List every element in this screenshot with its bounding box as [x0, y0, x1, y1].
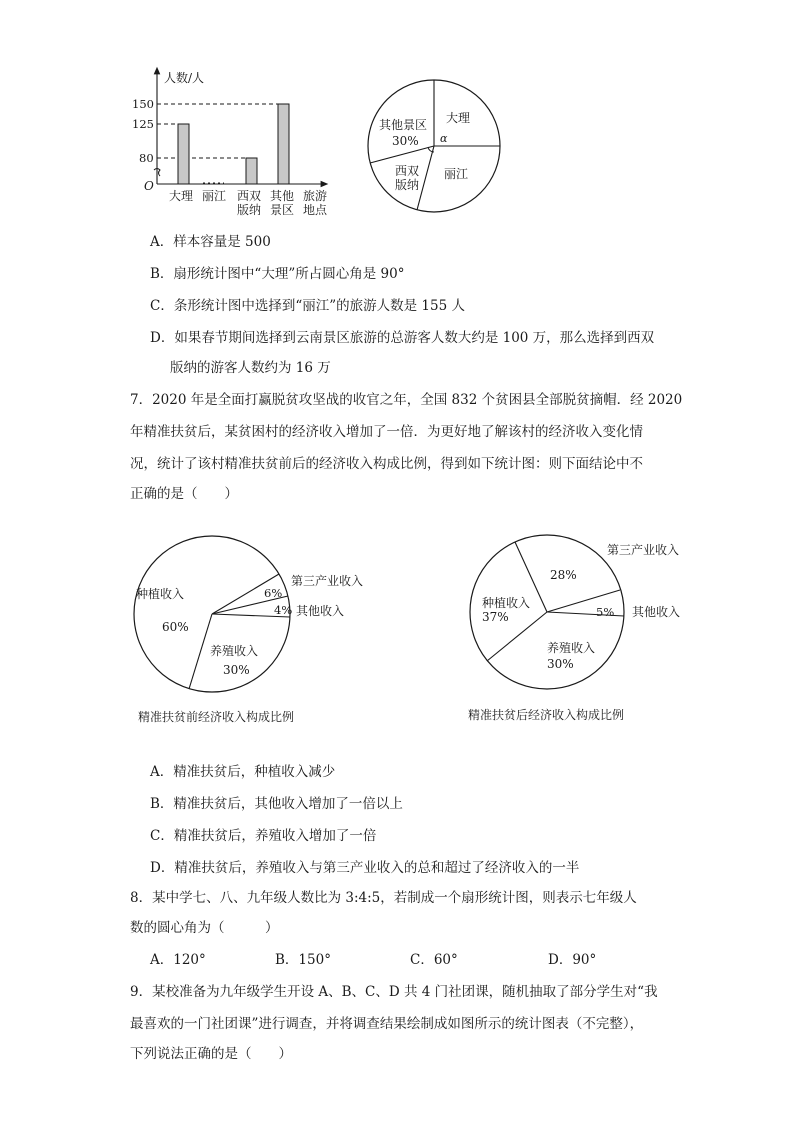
pie-before-planting: 种植收入 — [136, 587, 185, 601]
q8-option-d: D．90° — [548, 952, 597, 968]
pie-before-tertiary: 第三产业收入 — [291, 574, 364, 588]
pie-before-other: 其他收入 — [296, 604, 345, 618]
pie-after-other: 其他收入 — [632, 605, 681, 619]
q9-stem-line3: 下列说法正确的是（ ） — [130, 1046, 292, 1062]
q9-stem-line1: 9．某校准备为九年级学生开设 A、B、C、D 共 4 门社团课，随机抽取了部分学生对“我 — [130, 984, 658, 1000]
bar-other — [278, 104, 289, 184]
pie-before-tertiary-pct: 6% — [264, 586, 283, 600]
pie-before-other-pct: 4% — [274, 603, 293, 617]
xlabel-banna: 版纳 — [237, 203, 262, 217]
q8-option-a: A．120° — [150, 952, 206, 968]
pie-before-breeding-pct: 30% — [223, 663, 250, 677]
q7-stem-line4: 正确的是（ ） — [130, 486, 238, 502]
xlabel-jingqu: 景区 — [270, 203, 295, 217]
pie-label-banna: 版纳 — [395, 178, 420, 192]
pie-before-planting-pct: 60% — [162, 620, 189, 634]
q8-option-b: B．150° — [275, 952, 331, 968]
x-axis-label-2: 地点 — [303, 203, 328, 217]
bar-dali — [178, 124, 189, 184]
bar-xishuangbanna — [246, 158, 257, 184]
q6-option-d-line2: 版纳的游客人数约为 16 万 — [170, 360, 331, 376]
xlabel-xishuang: 西双 — [237, 189, 262, 203]
q6-option-b: B．扇形统计图中“大理”所占圆心角是 90° — [150, 266, 405, 282]
pie-label-lijiang: 丽江 — [444, 167, 469, 181]
q7-option-b: B．精准扶贫后，其他收入增加了一倍以上 — [150, 796, 403, 812]
q6-option-d-line1: D．如果春节期间选择到云南景区旅游的总游客人数大约是 100 万，那么选择到西双 — [150, 330, 655, 346]
q7-option-a: A．精准扶贫后，种植收入减少 — [150, 764, 336, 780]
q7-stem-line1: 7．2020 年是全面打赢脱贫攻坚战的收官之年，全国 832 个贫困县全部脱贫摘帽．经 2020 — [130, 392, 683, 408]
pie-after-breeding-pct: 30% — [547, 657, 574, 671]
q8-stem-line1: 8．某中学七、八、九年级人数比为 3:4:5，若制成一个扇形统计图，则表示七年级人 — [130, 890, 637, 906]
pie-label-other: 其他景区 — [379, 118, 428, 132]
q6-option-a: A．样本容量是 500 — [150, 234, 271, 250]
q6-bar-chart — [120, 62, 350, 222]
angle-label: α — [440, 132, 448, 145]
q8-option-c: C．60° — [410, 952, 458, 968]
pie-after-breeding: 养殖收入 — [547, 641, 596, 655]
q7-pie-after — [462, 527, 694, 727]
q7-option-c: C．精准扶贫后，养殖收入增加了一倍 — [150, 828, 377, 844]
tick-125: 125 — [132, 117, 154, 131]
pie-after-tertiary-pct: 28% — [550, 568, 577, 582]
pie-after-tertiary: 第三产业收入 — [607, 543, 680, 557]
pie-after-planting-pct: 37% — [482, 610, 509, 624]
pie-after-other-pct: 5% — [596, 605, 615, 619]
xlabel-dali: 大理 — [169, 189, 194, 203]
q9-stem-line2: 最喜欢的一门社团课”进行调查，并将调查结果绘制成如图所示的统计图表（不完整）， — [130, 1016, 644, 1032]
pie-label-dali: 大理 — [446, 111, 471, 125]
y-axis-label: 人数/人 — [164, 71, 205, 85]
pie-label-xishuang: 西双 — [395, 164, 420, 178]
q7-stem-line3: 况，统计了该村精准扶贫前后的经济收入构成比例，得到如下统计图：则下面结论中不 — [130, 456, 643, 472]
q7-pie-before — [128, 528, 388, 733]
pie-after-planting: 种植收入 — [482, 596, 531, 610]
q7-option-d: D．精准扶贫后，养殖收入与第三产业收入的总和超过了经济收入的一半 — [150, 860, 580, 876]
x-axis-label-1: 旅游 — [303, 189, 328, 203]
pie-label-other-pct: 30% — [392, 134, 419, 148]
pie-before-breeding: 养殖收入 — [210, 644, 259, 658]
tick-80: 80 — [139, 151, 154, 165]
pie-before-caption: 精准扶贫前经济收入构成比例 — [138, 710, 295, 724]
q7-stem-line2: 年精准扶贫后，某贫困村的经济收入增加了一倍．为更好地了解该村的经济收入变化情 — [130, 424, 643, 440]
q8-stem-line2: 数的圆心角为（ ） — [130, 920, 279, 936]
q6-pie-chart — [362, 70, 512, 220]
pie-after-caption: 精准扶贫后经济收入构成比例 — [468, 708, 625, 722]
tick-150: 150 — [132, 97, 154, 111]
q6-option-c: C．条形统计图中选择到“丽江”的旅游人数是 155 人 — [150, 298, 465, 314]
origin-label: O — [144, 179, 154, 193]
xlabel-lijiang: 丽江 — [202, 189, 227, 203]
xlabel-qita: 其他 — [270, 189, 295, 203]
